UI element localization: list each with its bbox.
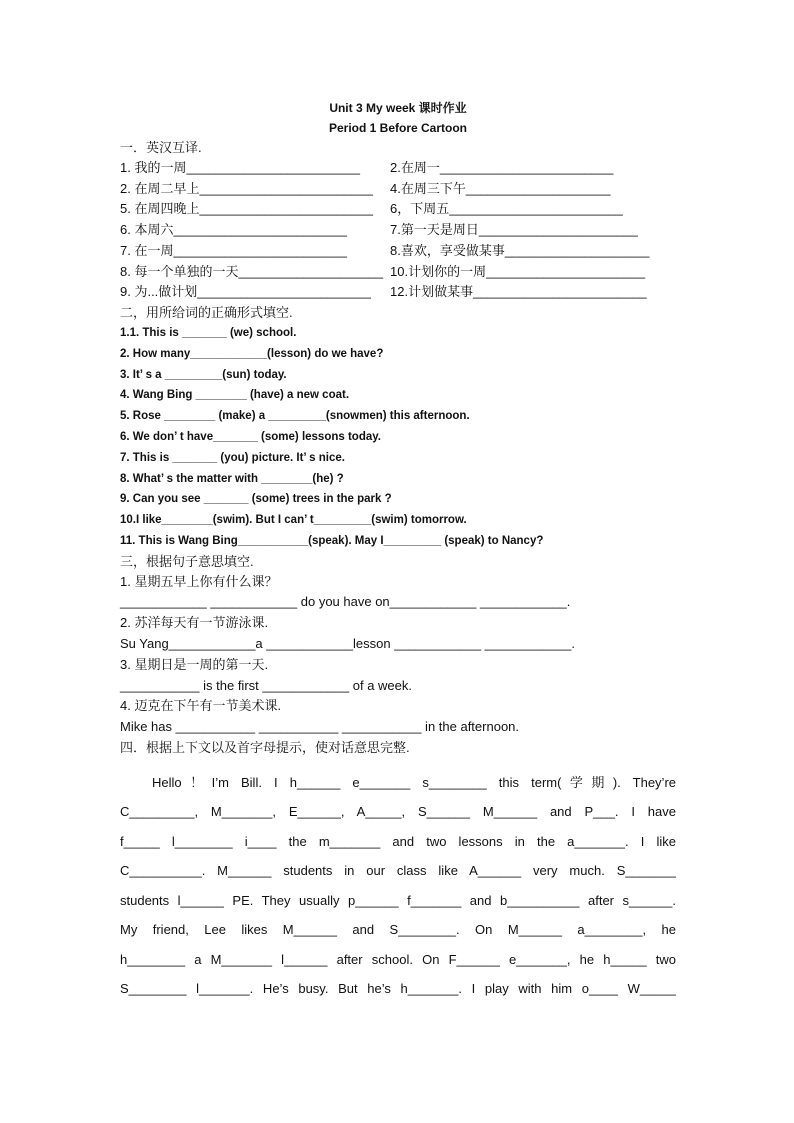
section1-row — [120, 241, 676, 262]
section1-row — [120, 262, 676, 283]
section2-item: 11. This is Wang Bing___________(speak). May I_________ (speak) to Nancy? — [120, 534, 544, 547]
passage-line: f_____ l________ i____ the m_______ and two lessons in the a_______. I like — [120, 833, 676, 849]
passage-line: My friend, Lee likes M______ and S________. On M______ a________, he — [120, 922, 676, 938]
section3-question: 4. 迈克在下午有一节美术课. — [120, 698, 282, 714]
passage-line: Hello！I’m Bill. I h______ e_______ s________ this term(学期). They’re — [152, 775, 676, 791]
section2-item: 4. Wang Bing ________ (have) a new coat. — [120, 389, 350, 402]
section3-question: 1. 星期五早上你有什么课？ — [120, 573, 278, 589]
section1-item: 4.在周三下午____________________ — [390, 180, 611, 196]
section1-row — [120, 179, 676, 200]
section4-heading: 四．根据上下文以及首字母提示，使对话意思完整. — [120, 740, 410, 756]
section1-item: 7. 在一周________________________ — [120, 242, 347, 258]
section1-item: 7.第一天是周日______________________ — [390, 222, 638, 238]
section2-heading: 二，用所给词的正确形式填空. — [120, 304, 293, 320]
section2-item: 9. Can you see _______ (some) trees in the park ? — [120, 493, 392, 506]
section2-item: 6. We don’ t have_______ (some) lessons today. — [120, 430, 381, 443]
section1-row — [120, 199, 676, 220]
section1-item: 8. 每一个单独的一天____________________ — [120, 263, 384, 279]
section2-list — [120, 323, 676, 552]
section2-item: 10.I like________(swim). But I can’ t_________(swim) tomorrow. — [120, 514, 467, 527]
section3-heading: 三，根据句子意思填空. — [120, 553, 254, 569]
worksheet-page — [120, 98, 676, 1003]
passage-line: C__________. M______ students in our class like A______ very much. S_______ — [120, 863, 676, 879]
section3-answer-line: ___________ is the first ____________ of a week. — [120, 677, 413, 693]
section3-question: 2. 苏洋每天有一节游泳课. — [120, 615, 269, 631]
section2-item: 7. This is _______ (you) picture. It’ s nice. — [120, 451, 345, 464]
section1-item: 8.喜欢，享受做某事____________________ — [390, 242, 650, 258]
section4-passage — [120, 768, 676, 1003]
section1-item: 10.计划你的一周______________________ — [390, 263, 646, 279]
section1-item: 6，下周五________________________ — [390, 201, 623, 217]
worksheet-subtitle: Period 1 Before Cartoon — [328, 121, 468, 135]
section2-item: 2. How many____________(lesson) do we have? — [120, 347, 384, 360]
section2-item: 1.1. This is _______ (we) school. — [120, 326, 297, 339]
section3-answer-line: ____________ ____________ do you have on____________ ____________. — [120, 594, 571, 610]
section1-row — [120, 158, 676, 179]
section2-item: 3. It’ s a _________(sun) today. — [120, 368, 287, 381]
section1-heading: 一．英汉互译. — [120, 140, 202, 155]
section1-row — [120, 282, 676, 303]
section1-item: 2.在周一________________________ — [390, 160, 614, 175]
section1-item: 2. 在周二早上________________________ — [120, 180, 373, 196]
passage-line: S________ l_______. He’s busy. But he’s h_______. I play with him o____ W_____ — [120, 980, 676, 996]
section3-question: 3. 星期日是一周的第一天. — [120, 656, 269, 672]
passage-line: C_________, M_______, E______, A_____, S______ M______ and P___. I have — [120, 804, 676, 820]
worksheet-title: Unit 3 My week 课时作业 — [329, 101, 467, 115]
section1-item: 9. 为...做计划________________________ — [120, 284, 371, 300]
section1-item: 5. 在周四晚上________________________ — [120, 201, 373, 217]
section1-item: 12.计划做某事________________________ — [390, 284, 647, 300]
section3-answer-line: Su Yang____________a ____________lesson ____________ ____________. — [120, 636, 575, 652]
section2-item: 8. What’ s the matter with ________(he) ? — [120, 472, 344, 485]
section1-item: 6. 本周六________________________ — [120, 222, 347, 238]
section3-answer-line: Mike has ___________ ___________ ___________ in the afternoon. — [120, 719, 520, 735]
section1-row — [120, 220, 676, 241]
section3-list — [120, 572, 676, 738]
section2-item: 5. Rose ________ (make) a _________(snowmen) this afternoon. — [120, 410, 470, 423]
passage-line: h________ a M_______ l______ after school. On F______ e_______, he h_____ two — [120, 951, 676, 967]
passage-line: students l______ PE. They usually p______ f_______ and b__________ after s______. — [120, 892, 676, 908]
section1-list — [120, 158, 676, 303]
section1-item: 1. 我的一周________________________ — [120, 160, 360, 175]
